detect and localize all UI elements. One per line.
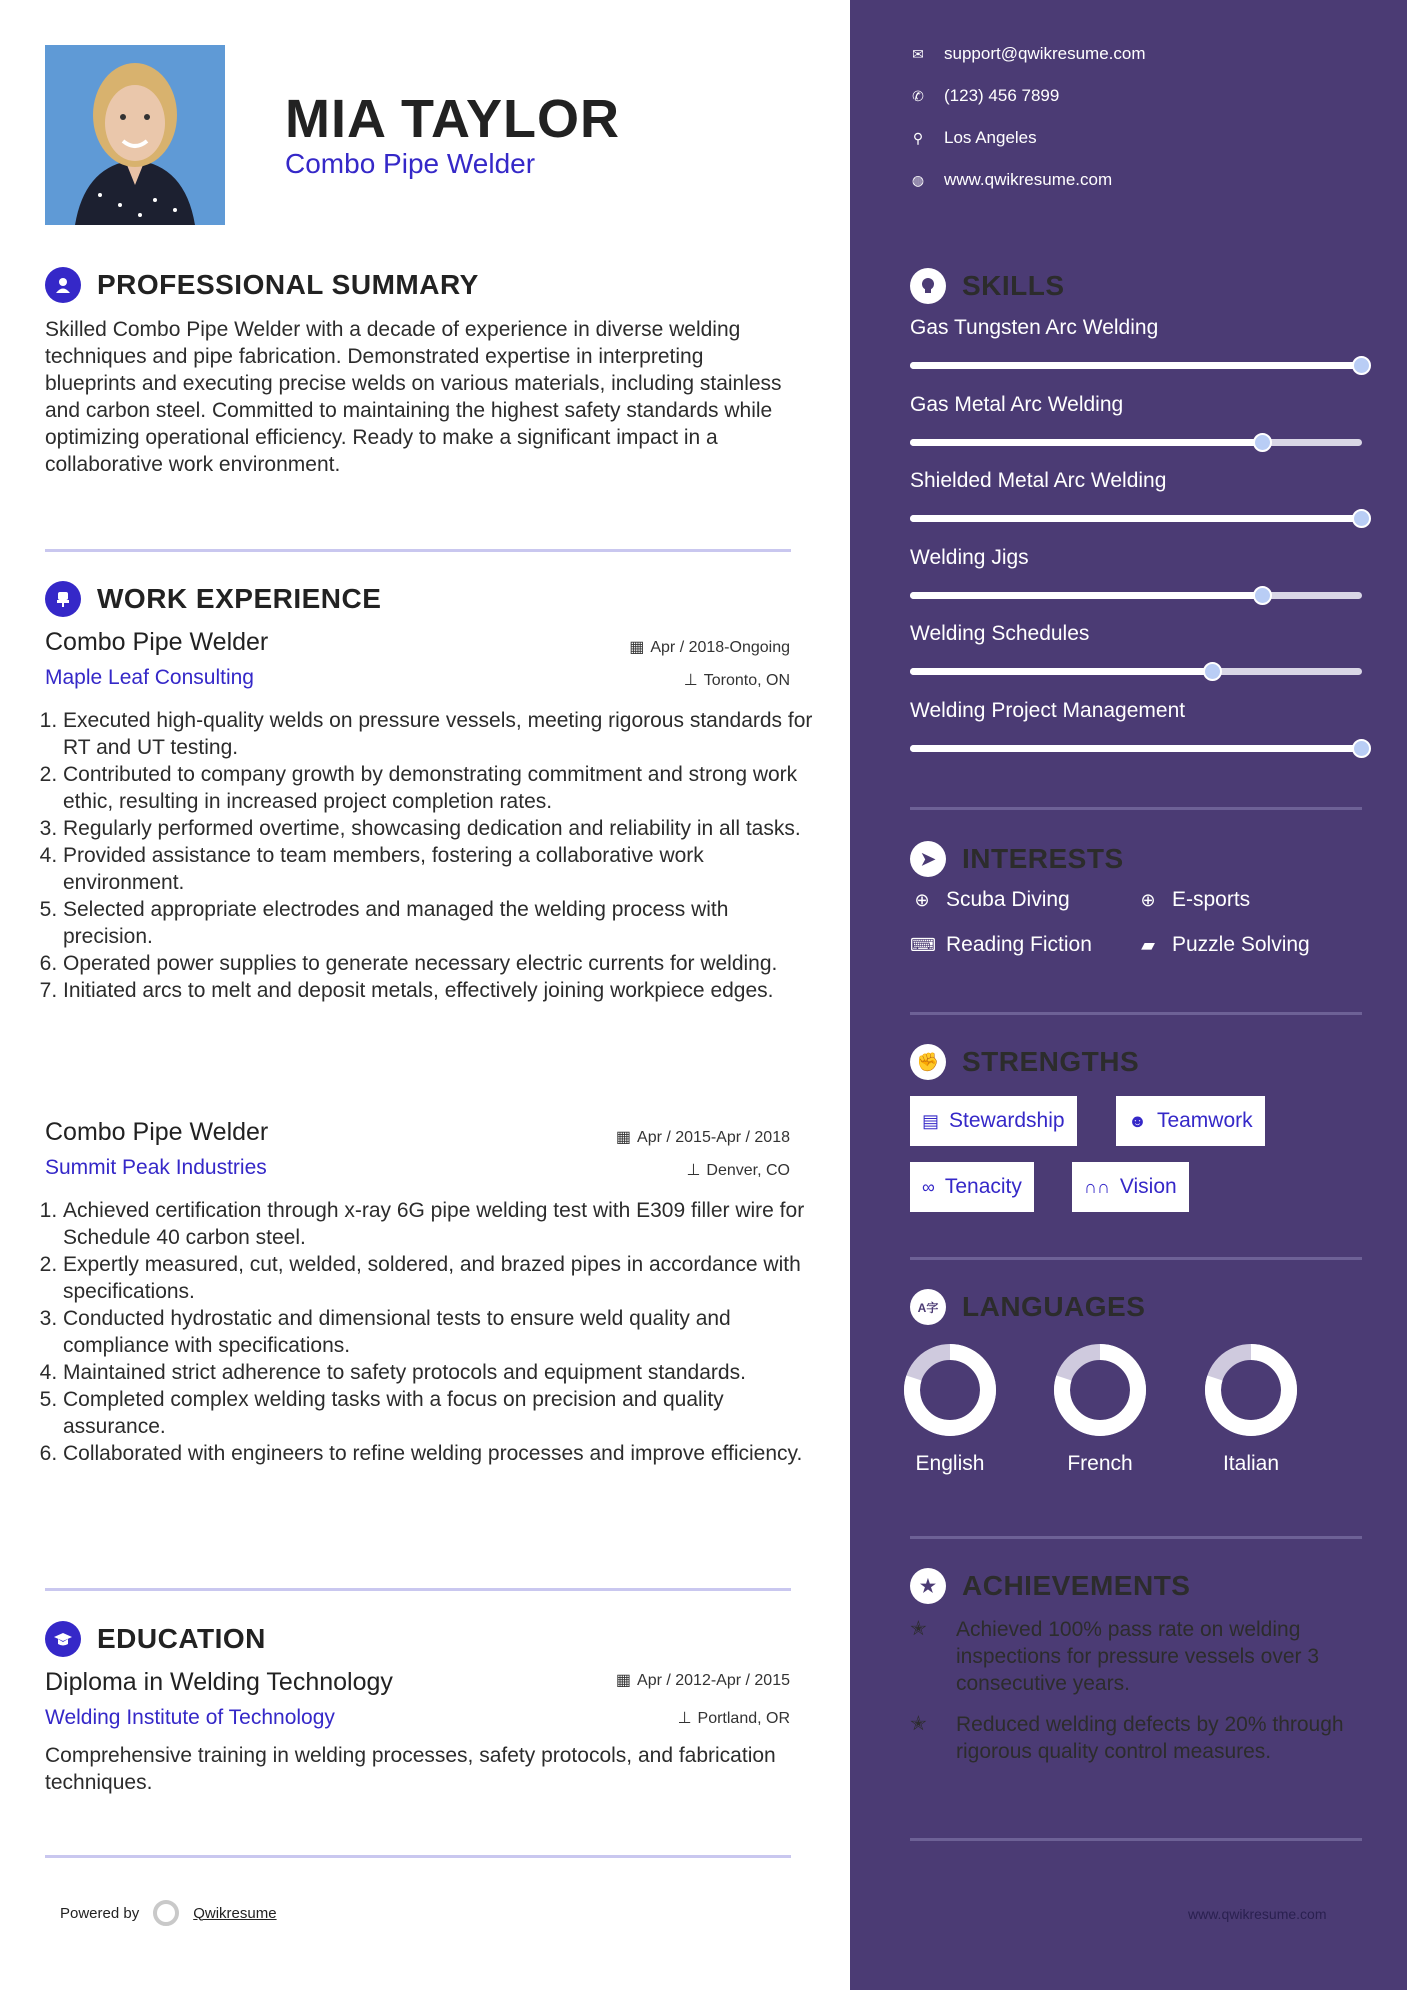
summary-text: Skilled Combo Pipe Welder with a decade of experience in diverse welding techniques and pipe fabrication. Demonstrated expertise in interpreting blueprints and executing precise welds on various materials, including stainless and carbon steel. Committed to maintaining the highest safety standards while optimizing operational efficiency. Ready to make a significant impact in a collaborative work environment. <box>45 318 782 476</box>
skill-level-bar <box>910 668 1362 675</box>
summary-heading <box>45 267 479 303</box>
language-name: Italian <box>1222 1452 1280 1475</box>
language-level-ring <box>902 1342 998 1438</box>
strength-tag: ∩∩ Vision <box>1072 1162 1189 1212</box>
strengths-title: STRENGTHS <box>962 1046 1140 1077</box>
envelope-icon: ✉ <box>912 45 924 62</box>
skill-level-knob <box>1203 662 1222 681</box>
contact-email[interactable]: ✉ support@qwikresume.com <box>910 44 1146 64</box>
skill-level-fill <box>910 745 1362 752</box>
list-item: 3. Conducted hydrostatic and dimensional tests to ensure weld quality and compliance with specifications. <box>63 1305 813 1359</box>
skills-heading <box>910 268 1065 304</box>
experience-heading <box>45 581 381 617</box>
divider <box>45 549 791 552</box>
list-item: 7. Initiated arcs to melt and deposit metals, effectively joining workpiece edges. <box>63 977 813 1004</box>
list-item: 2. Expertly measured, cut, welded, soldered, and brazed pipes in accordance with specifications. <box>63 1251 813 1305</box>
achievement-item: ✭ Reduced welding defects by 20% through rigorous quality control measures. <box>910 1713 1344 1763</box>
language-item <box>1040 1342 1160 1476</box>
user-icon <box>45 267 81 303</box>
contact-location: ⚲ Los Angeles <box>910 128 1037 148</box>
skill-name: Shielded Metal Arc Welding <box>910 469 1167 492</box>
calendar-icon: ▦ <box>615 1129 632 1146</box>
briefcase-chair-icon <box>45 581 81 617</box>
pin-icon: ⊥ <box>677 1710 692 1727</box>
language-item <box>1191 1342 1311 1476</box>
job-date: ▦ Apr / 2015-Apr / 2018 <box>615 1129 790 1146</box>
degree-title: Diploma in Welding Technology <box>45 1668 393 1696</box>
summary-title: PROFESSIONAL SUMMARY <box>97 269 479 300</box>
job-duties <box>45 707 813 1004</box>
pin-icon: ⊥ <box>686 1162 701 1179</box>
skill-name: Welding Schedules <box>910 622 1090 645</box>
strengths-heading <box>910 1044 1139 1080</box>
education-title: EDUCATION <box>97 1623 266 1654</box>
skill-name: Welding Project Management <box>910 698 1186 722</box>
skill-level-knob <box>1352 509 1371 528</box>
list-item: 6. Collaborated with engineers to refine welding processes and improve efficiency. <box>63 1440 813 1467</box>
book-icon: ▰ <box>1141 934 1155 955</box>
shooting-star-icon: ✭ <box>910 1713 927 1735</box>
users-icon: ☻ <box>1128 1110 1147 1131</box>
skill-level-bar <box>910 515 1362 522</box>
school-name: Welding Institute of Technology <box>45 1706 335 1729</box>
star-badge-icon: ★ <box>910 1568 946 1604</box>
list-item: 1. Executed high-quality welds on pressure vessels, meeting rigorous standards for RT and UT testing. <box>63 707 813 761</box>
skill-level-fill <box>910 515 1362 522</box>
list-item: 5. Completed complex welding tasks with a focus on precision and quality assurance. <box>63 1386 813 1440</box>
languages-heading <box>910 1289 1145 1325</box>
strength-tag: ∞ Tenacity <box>910 1162 1034 1212</box>
strength-tag: ▤ Stewardship <box>910 1096 1077 1146</box>
interest-item: ⊕ E-sports <box>1136 888 1250 912</box>
link-icon: ∞ <box>922 1176 935 1197</box>
qwikresume-link[interactable]: Qwikresume <box>193 1904 277 1922</box>
candidate-role: Combo Pipe Welder <box>285 148 536 179</box>
briefcase-icon: ▤ <box>922 1110 940 1131</box>
skills-title: SKILLS <box>962 270 1065 301</box>
education-date: ▦ Apr / 2012-Apr / 2015 <box>615 1672 790 1689</box>
interest-item: ⊕ Scuba Diving <box>910 888 1070 912</box>
achievements-title: ACHIEVEMENTS <box>962 1570 1191 1601</box>
divider <box>910 807 1362 810</box>
footer-website[interactable]: www.qwikresume.com <box>1188 1906 1327 1922</box>
skill-level-knob <box>1253 586 1272 605</box>
skill-level-knob <box>1253 433 1272 452</box>
achievements-heading <box>910 1568 1190 1604</box>
pin-icon: ⊥ <box>683 672 698 689</box>
calendar-icon: ▦ <box>629 639 645 656</box>
education-location: ⊥ Portland, OR <box>677 1710 790 1727</box>
job-title: Combo Pipe Welder <box>45 1118 269 1146</box>
interest-item: ⌨ Reading Fiction <box>910 933 1092 956</box>
binoculars-icon: ∩∩ <box>1084 1176 1110 1197</box>
job-duties <box>45 1197 813 1467</box>
list-item: 4. Provided assistance to team members, fostering a collaborative work environment. <box>63 842 813 896</box>
skill-level-fill <box>910 592 1263 599</box>
job-location: ⊥ Denver, CO <box>686 1162 790 1179</box>
skill-level-bar <box>910 592 1362 599</box>
skill-level-bar <box>910 745 1362 752</box>
experience-title: WORK EXPERIENCE <box>97 583 382 614</box>
language-item <box>890 1342 1010 1476</box>
graduation-cap-icon <box>45 1621 81 1657</box>
list-item: 4. Maintained strict adherence to safety protocols and equipment standards. <box>63 1359 813 1386</box>
powered-by-label: Powered by <box>60 1904 140 1922</box>
profile-photo <box>45 45 225 225</box>
language-icon: A字 <box>910 1289 946 1325</box>
skill-level-knob <box>1352 739 1371 758</box>
contact-website[interactable]: ◍ www.qwikresume.com <box>911 170 1113 189</box>
gamepad-icon: ⌨ <box>910 934 936 955</box>
life-ring-icon: ⊕ <box>1140 889 1156 910</box>
phone-icon: ✆ <box>912 87 924 104</box>
skill-level-knob <box>1352 356 1371 375</box>
divider <box>45 1588 791 1591</box>
life-ring-icon: ⊕ <box>914 889 930 910</box>
skill-level-fill <box>910 439 1263 446</box>
language-name: French <box>1067 1452 1133 1475</box>
education-heading <box>45 1621 266 1657</box>
education-description: Comprehensive training in welding processes, safety protocols, and fabrication techniques. <box>45 1744 776 1794</box>
divider <box>910 1838 1362 1841</box>
list-item: 2. Contributed to company growth by demonstrating commitment and strong work ethic, resulting in increased project completion rates. <box>63 761 813 815</box>
language-name: English <box>915 1452 985 1475</box>
skill-name: Gas Tungsten Arc Welding <box>910 316 1159 339</box>
languages-title: LANGUAGES <box>962 1291 1146 1322</box>
divider <box>910 1536 1362 1539</box>
job-company: Summit Peak Industries <box>45 1156 267 1179</box>
skill-name: Welding Jigs <box>910 545 1029 569</box>
achievement-item: ✭ Achieved 100% pass rate on welding inspections for pressure vessels over 3 consecutive years. <box>910 1618 1319 1695</box>
qwikresume-logo-icon <box>153 1900 179 1926</box>
job-location: ⊥ Toronto, ON <box>683 672 790 689</box>
calendar-icon: ▦ <box>615 1672 632 1689</box>
job-title: Combo Pipe Welder <box>45 628 269 656</box>
strength-tag: ☻ Teamwork <box>1116 1096 1265 1146</box>
job-company: Maple Leaf Consulting <box>45 666 254 689</box>
shooting-star-icon: ✭ <box>910 1618 927 1640</box>
language-level-ring <box>1052 1342 1148 1438</box>
list-item: 6. Operated power supplies to generate necessary electric currents for welding. <box>63 950 813 977</box>
lightbulb-icon <box>910 268 946 304</box>
footer-branding <box>60 1900 277 1926</box>
globe-icon: ◍ <box>911 171 925 188</box>
map-marker-icon: ⚲ <box>912 129 924 146</box>
contact-phone[interactable]: ✆ (123) 456 7899 <box>910 86 1059 106</box>
interests-title: INTERESTS <box>962 843 1124 874</box>
interest-item: ▰ Puzzle Solving <box>1136 933 1310 957</box>
skill-name: Gas Metal Arc Welding <box>910 392 1124 416</box>
interests-heading <box>910 841 1124 877</box>
fist-icon: ✊ <box>910 1044 946 1080</box>
list-item: 5. Selected appropriate electrodes and managed the welding process with precision. <box>63 896 813 950</box>
skill-level-fill <box>910 362 1362 369</box>
list-item: 3. Regularly performed overtime, showcasing dedication and reliability in all tasks. <box>63 815 813 842</box>
job-date: ▦ Apr / 2018-Ongoing <box>629 639 790 656</box>
skill-level-bar <box>910 439 1362 446</box>
candidate-name: MIA TAYLOR <box>285 89 621 149</box>
paper-plane-icon: ➤ <box>910 841 946 877</box>
language-level-ring <box>1203 1342 1299 1438</box>
skill-level-fill <box>910 668 1213 675</box>
divider <box>910 1257 1362 1260</box>
list-item: 1. Achieved certification through x-ray 6G pipe welding test with E309 filler wire for Schedule 40 carbon steel. <box>63 1197 813 1251</box>
divider <box>910 1012 1362 1015</box>
skill-level-bar <box>910 362 1362 369</box>
divider <box>45 1855 791 1858</box>
